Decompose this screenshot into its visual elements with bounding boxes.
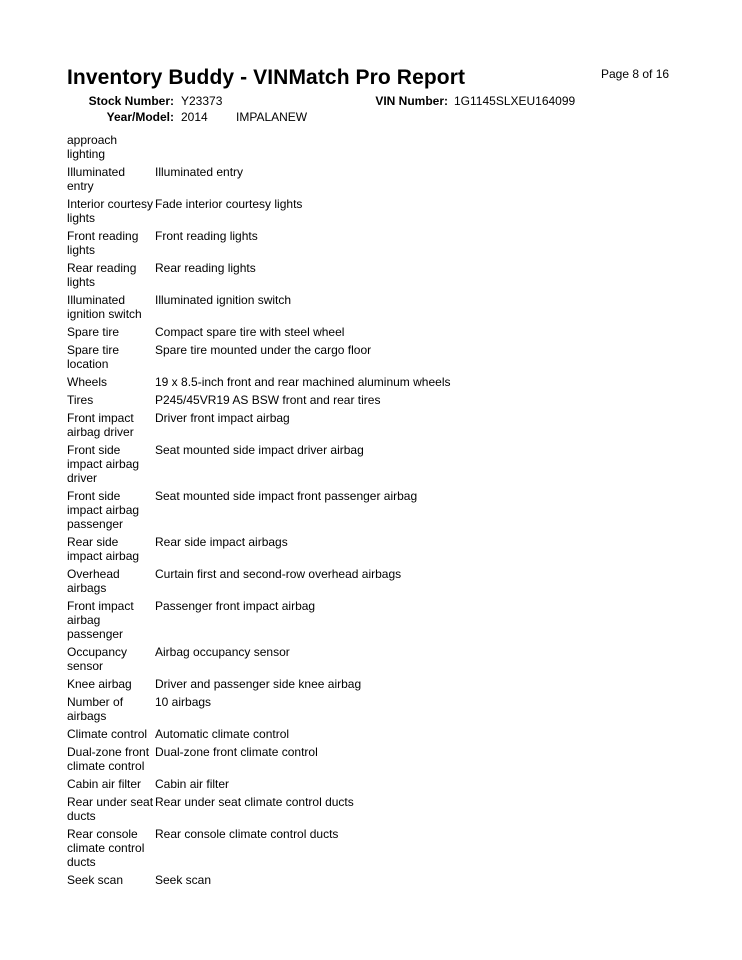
spec-row xyxy=(67,197,707,229)
spec-value: Airbag occupancy sensor xyxy=(155,645,290,659)
spec-value: Automatic climate control xyxy=(155,727,290,741)
spec-row xyxy=(67,229,707,261)
spec-value: Passenger front impact airbag xyxy=(155,599,316,613)
spec-table xyxy=(67,133,707,891)
spec-value: Driver and passenger side knee airbag xyxy=(155,677,362,691)
spec-name: approach lighting xyxy=(67,133,118,161)
spec-value: Seat mounted side impact driver airbag xyxy=(155,443,364,457)
spec-value: Illuminated entry xyxy=(155,165,244,179)
spec-name: Front side impact airbag driver xyxy=(67,443,140,485)
spec-name: Spare tire location xyxy=(67,343,120,371)
spec-name: Front impact airbag passenger xyxy=(67,599,134,641)
spec-row xyxy=(67,443,707,489)
spec-row xyxy=(67,745,707,777)
spec-row xyxy=(67,795,707,827)
report-title: Inventory Buddy - VINMatch Pro Report xyxy=(67,66,466,89)
spec-row xyxy=(67,873,707,891)
spec-name: Occupancy sensor xyxy=(67,645,128,673)
spec-value: Fade interior courtesy lights xyxy=(155,197,303,211)
year-model-label: Year/Model: xyxy=(106,110,174,124)
spec-row xyxy=(67,599,707,645)
spec-row xyxy=(67,343,707,375)
spec-row xyxy=(67,325,707,343)
vin-label: VIN Number: xyxy=(375,94,448,108)
stock-number-value: Y23373 xyxy=(181,94,223,108)
spec-name: Knee airbag xyxy=(67,677,132,691)
spec-name: Front side impact airbag passenger xyxy=(67,489,140,531)
spec-value: Rear side impact airbags xyxy=(155,535,288,549)
spec-name: Front reading lights xyxy=(67,229,139,257)
spec-name: Tires xyxy=(67,393,94,407)
spec-name: Overhead airbags xyxy=(67,567,120,595)
spec-value: Spare tire mounted under the cargo floor xyxy=(155,343,372,357)
spec-row xyxy=(67,411,707,443)
spec-table-body xyxy=(67,133,707,891)
spec-row xyxy=(67,489,707,535)
spec-value: 19 x 8.5-inch front and rear machined aluminum wheels xyxy=(155,375,451,389)
year-value: 2014 xyxy=(181,110,208,124)
spec-value: Driver front impact airbag xyxy=(155,411,290,425)
spec-value: Front reading lights xyxy=(155,229,258,243)
stock-number-label: Stock Number: xyxy=(88,94,174,108)
spec-name: Seek scan xyxy=(67,873,124,887)
spec-name: Interior courtesy lights xyxy=(67,197,154,225)
page-number: Page 8 of 16 xyxy=(601,67,670,81)
spec-row xyxy=(67,261,707,293)
spec-row xyxy=(67,165,707,197)
spec-value: Compact spare tire with steel wheel xyxy=(155,325,345,339)
spec-value: P245/45VR19 AS BSW front and rear tires xyxy=(155,393,381,407)
spec-name: Dual-zone front climate control xyxy=(67,745,150,773)
spec-name: Rear console climate control ducts xyxy=(67,827,145,869)
spec-row xyxy=(67,293,707,325)
spec-name: Wheels xyxy=(67,375,108,389)
spec-row xyxy=(67,375,707,393)
spec-value: 10 airbags xyxy=(155,695,212,709)
spec-name: Rear reading lights xyxy=(67,261,137,289)
spec-row xyxy=(67,777,707,795)
spec-value: Rear under seat climate control ducts xyxy=(155,795,354,809)
spec-value xyxy=(155,133,707,165)
spec-name: Spare tire xyxy=(67,325,120,339)
spec-name: Rear under seat ducts xyxy=(67,795,154,823)
spec-row xyxy=(67,827,707,873)
spec-name: Illuminated ignition switch xyxy=(67,293,142,321)
spec-row xyxy=(67,677,707,695)
spec-name: Rear side impact airbag xyxy=(67,535,140,563)
spec-row xyxy=(67,645,707,677)
spec-value: Seat mounted side impact front passenger airbag xyxy=(155,489,418,503)
spec-row xyxy=(67,695,707,727)
spec-value: Rear reading lights xyxy=(155,261,256,275)
spec-name: Front impact airbag driver xyxy=(67,411,134,439)
spec-name: Cabin air filter xyxy=(67,777,142,791)
spec-name: Illuminated entry xyxy=(67,165,126,193)
spec-value: Seek scan xyxy=(155,873,212,887)
spec-row xyxy=(67,133,707,165)
spec-row xyxy=(67,535,707,567)
spec-name: Number of airbags xyxy=(67,695,124,723)
spec-row xyxy=(67,393,707,411)
spec-value: Dual-zone front climate control xyxy=(155,745,318,759)
spec-value: Curtain first and second-row overhead airbags xyxy=(155,567,402,581)
spec-value: Illuminated ignition switch xyxy=(155,293,292,307)
spec-name: Climate control xyxy=(67,727,148,741)
model-value: IMPALANEW xyxy=(236,110,308,124)
spec-row xyxy=(67,727,707,745)
spec-value: Rear console climate control ducts xyxy=(155,827,339,841)
vin-value: 1G1145SLXEU164099 xyxy=(454,94,576,108)
spec-row xyxy=(67,567,707,599)
spec-value: Cabin air filter xyxy=(155,777,230,791)
